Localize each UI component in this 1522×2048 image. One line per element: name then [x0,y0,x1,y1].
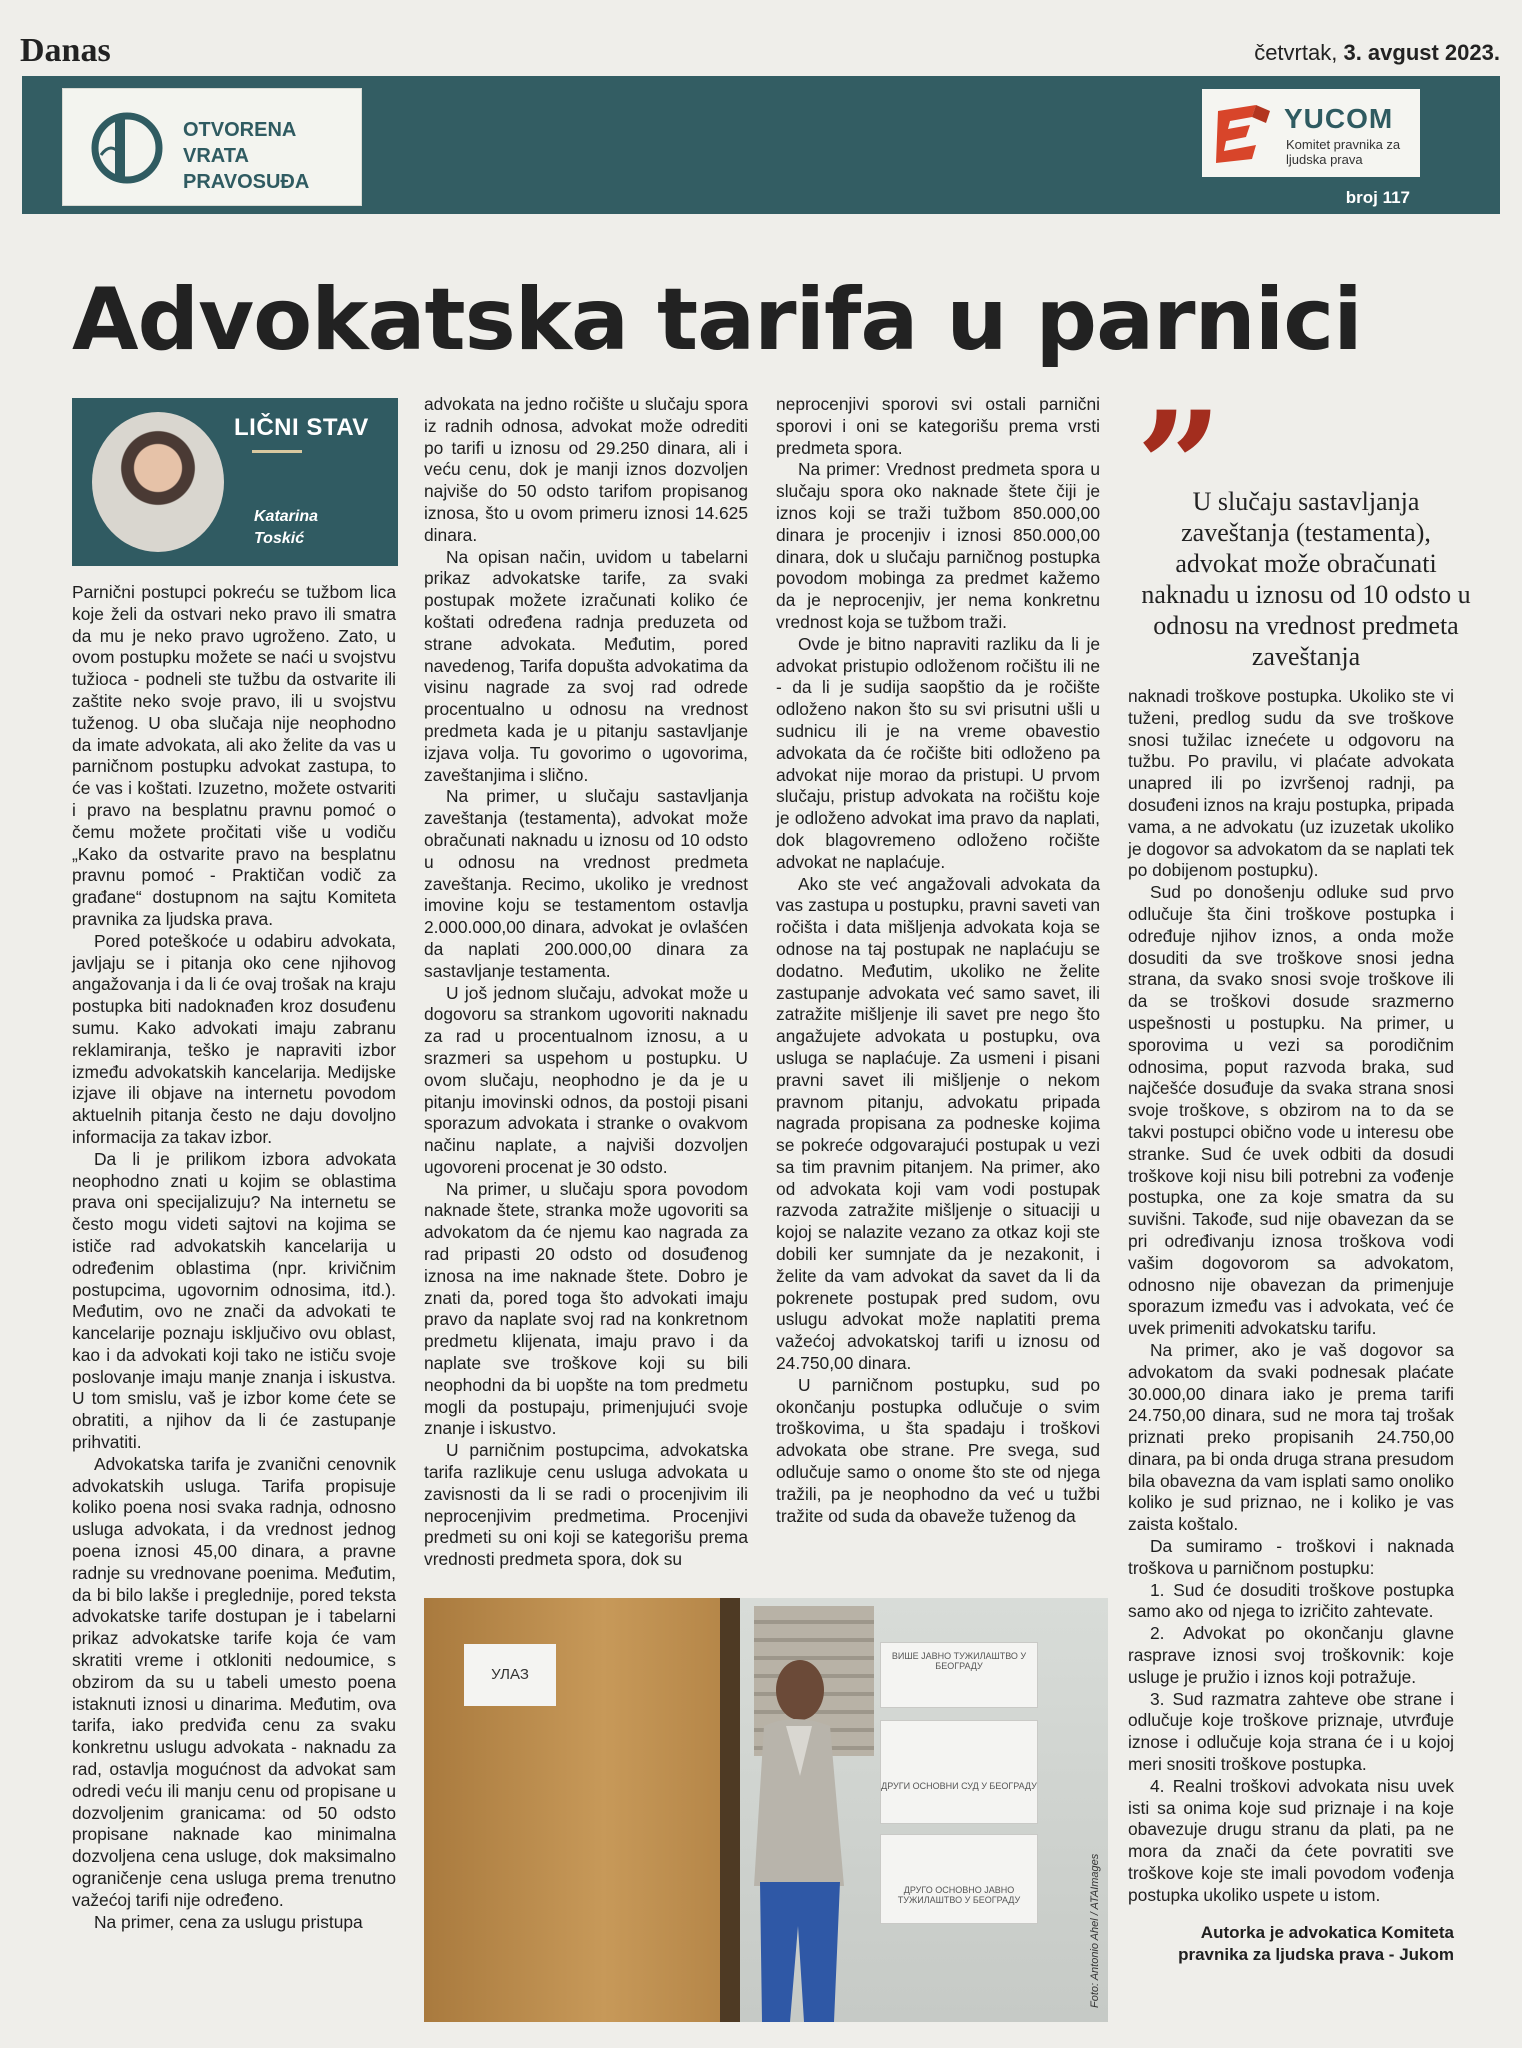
paragraph: Na primer, u slučaju sastavljanja zaveštanja (testamenta), advokat može obračunati naknadu u iznosu od 10 odsto u odnosu na vrednost predmeta zaveštanja. Recimo, ukoliko je vrednost imovine koju se testamentom ostavlja 2.000.000,00 dinara, advokat je ovlašćen da naplati 200.000,00 dinara za sastavljanje testamenta. [424,786,748,981]
summary-item: 3. Sud razmatra zahteve obe strane i odlučuje koje troškove priznaje, utvrđuje iznose i odlučuje koja strana će i u kojoj meri snositi troškove postupka. [1128,1688,1454,1775]
partner-name: YUCOM [1284,103,1394,134]
column-label: LIČNI STAV [234,414,369,441]
author-note: Autorka je advokatica Komiteta pravnika za ljudska prava - Jukom [1178,1923,1454,1964]
summary-item: 2. Advokat po okončanju glavne rasprave iznosi svoj troškovnik: koje usluge je pružio i iznos koji potražuje. [1128,1623,1454,1687]
paragraph: U parničnim postupcima, advokatska tarifa razlikuje cenu usluga advokata u zavisnosti da li se radi o procenjivim ili neprocenjivim predmetima. Procenjivi predmeti su oni koji se kategorišu prema vrednosti predmeta spora, dok su [424,1440,748,1570]
author-name [254,506,318,550]
author-last: Toskić [254,530,305,547]
yucom-logo [1202,89,1420,177]
paragraph: Ako ste već angažovali advokata da vas zastupa u postupku, pravni saveti van ročišta i data mišljenja advokata koja se odnose na taj postupak ne naplaćuju se dodatno. Međutim, ukoliko ne želite zastupanje advokata već samo savet, ili zatražite mišljenje ili savet pre nego što angažujete advokata u postupku, ova usluga se naplaćuje. Za usmeni i pisani pravni savet ili mišljenje o nekom pravnom pitanju, advokatu pripada nagrada propisana za podneske kojima se pokreće odgovarajući postupak u vezi sa tim pravnim pitanjem. Na primer, ako od advokata koji vam vodi postupak razvoda zatražite mišljenje o situaciji u kojoj se nalazite vezano za otkaz koji ste dobili ker sumnjate da je nezakonit, i želite da vam advokat da savet da li da pokrenete postupak pred sudom, ovu uslugu advokat može naplatiti prema važećoj advokatskoj tarifi u iznosu od 24.750,00 dinara. [776,873,1100,1374]
paragraph: Ovde je bitno napraviti razliku da li je advokat pristupio odloženom ročištu ili ne - da li je sudija saopštio da je ročište odloženo nakon što su svi prisutni ušli u sudnicu ili je na vreme obavestio advokata da će ročište biti odloženo pa advokat nije morao da pristupi. U prvom slučaju, pristup advokata na ročištu koje je odloženo advokat ima pravo da naplati, dok blagovremeno odloženo ročište advokat ne naplaćuje. [776,633,1100,872]
section-banner [22,76,1500,214]
paragraph: Parnični postupci pokreću se tužbom lica koje želi da ostvari neko pravo ili smatra da mu je neko pravo ugroženo. Zato, u ovom postupku možete se naći u svojstvu tužioca - podneli ste tužbu da ostvarite ili zaštite neko svoje pravo, ili u svojstvu tuženog. U oba slučaja nije neophodno da imate advokata, ali ako želite da vas u parničnom postupku advokat zastupa, to će vas i koštati. Izuzetno, možete ostvariti i pravo na besplatnu pravnu pomoć o čemu možete pročitati više u vodiču „Kako da ostvarite pravo na besplatnu pravnu pomoć - Praktičan vodič za građane“ dostupnom na sajtu Komiteta pravnika za ljudska prava. [72,582,396,929]
sign-court: ДРУГИ ОСНОВНИ СУД У БЕОГРАДУ [880,1720,1038,1824]
author-first: Katarina [254,508,319,525]
masthead [20,26,1500,69]
summary-item: 4. Realni troškovi advokata nisu uvek isti sa onima koje sud priznaje i na koje obavezuje drugu stranu da plati, pa ne mora da znači da ćete povratiti sve troškove koje ste imali povodom vođenja postupka ukoliko uspete u istom. [1128,1775,1454,1905]
article-column-3 [776,394,1100,1527]
paragraph: Sud po donošenju odluke sud prvo odlučuje šta čini troškove postupka i određuje njihov iznos, a onda može dosuditi da sve troškove snosi jedna strana, da svako snosi svoje troškove ili da se troškovi dosude srazmerno uspešnosti u postupku. Na primer, u sporovima u vezi sa porodičnim odnosima, poput razvoda braka, sud najčešće dosuđuje da svaka strana snosi svoje troškove, s obzirom na to da se takvi postupci obično vode u interesu obe stranke. Sud će uvek odbiti da dosudi troškove koji nisu bili potrebni za vođenje postupka, one za koje smatra da su suvišni. Takođe, sud nije obavezan da se pri određivanju iznosa troškova vodi vašim dogovorom sa advokatom, odnosno nije obavezan da primenjuje sporazum između vas i advokata, već će uvek primeniti advokatsku tarifu. [1128,882,1454,1339]
paragraph: advokata na jedno ročište u slučaju spora iz radnih odnosa, advokat može odrediti po tarifi u iznosu od 29.250 dinara, ali i veću cenu, dok je manji iznos dozvoljen najviše do 50 odsto tarifom propisanog iznosa, što u ovom primeru iznosi 14.625 dinara. [424,394,748,545]
article-headline: Advokatska tarifa u parnici [72,270,1362,370]
person-figure [734,1656,852,2022]
paragraph: Da sumiramo - troškovi i naknada troškova u parničnom postupku: [1128,1536,1454,1578]
sign-prosecution: ВИШЕ ЈАВНО ТУЖИЛАШТВО У БЕОГРАДУ [880,1642,1038,1708]
article-column-1 [72,582,396,1933]
paragraph: naknadi troškove postupka. Ukoliko ste vi tuženi, predlog sudu da sve troškove snosi tužilac iznećete u odgovoru na tužbu. Po pravilu, vi plaćate advokata unapred ili po izvršenoj radnji, pa dosuđeni iznos na kraju postupka, pripada vama, a ne advokatu (uz izuzetak ukoliko je dogovor sa advokatom da se naplati tek po dobijenom postupku). [1128,686,1454,881]
paragraph: neprocenjivi sporovi svi ostali parnični sporovi i oni se kategorišu prema vrsti predmeta spora. [776,394,1100,458]
scales-logo-icon [85,111,169,185]
yucom-logo-icon [1212,101,1276,167]
author-photo [92,412,224,552]
pull-quote: U slučaju sastavljanja zaveštanja (testamenta), advokat može obračunati naknadu u iznosu od 10 odsto u odnosu na vrednost predmeta zaveštanja [1141,487,1471,671]
logo-text [183,117,309,195]
partner-subtitle: Komitet pravnika za ljudska prava [1286,137,1401,167]
sign-basic-prosecution: ДРУГО ОСНОВНО ЈАВНО ТУЖИЛАШТВО У БЕОГРАДУ [880,1834,1038,1924]
logo-line-2: VRATA [183,145,249,167]
summary-item: 1. Sud će dosuditi troškove postupka samo ako od njega to izričito zahtevate. [1128,1579,1454,1622]
article-column-2 [424,394,748,1571]
byline-box [72,398,398,566]
paper-name: Danas [20,32,111,69]
paragraph: Advokatska tarifa je zvanični cenovnik advokatskih usluga. Tarifa propisuje koliko poena nosi svaka radnja, odnosno usluga advokata, i da vrednost jednog poena iznosi 45,00 dinara, a pravne radnje su vrednovane poenima. Međutim, da bi bilo lakše i preglednije, pored teksta advokatske tarife dostupan je i tabelarni prikaz advokatske tarife koja će vam skratiti vreme i otkloniti nedoumice, s obzirom da su u tabeli umesto poena istaknuti iznosi u dinarima. Međutim, ova tarifa, iako predviđa cenu za svaku konkretnu uslugu advokata - naknadu za rad, ostavlja mogućnost da advokat sam odredi veću ili manju cenu od propisane u dozvoljenim granicama: od 50 odsto propisane naknade kao minimalna dozvoljena cena usluge, dok maksimalno ograničenje cena usluga prema trenutno važećoj tarifi nije određeno. [72,1453,396,1910]
quote-mark-icon: ” [1136,379,1223,555]
label-underline [252,450,302,453]
article-photo [424,1598,1108,2022]
paragraph: Pored poteškoće u odabiru advokata, javljaju se i pitanja oko cene njihovog angažovanja i da li će ovaj trošak na kraju postupka biti nadoknađen kroz dosuđenu sumu. Kako advokati imaju zabranu reklamiranja, teško je napraviti izbor između advokatskih kancelarija. Medijske izjave ili objave na internetu povodom aktuelnih pitanja često ne daju dovoljno informacija za takav izbor. [72,930,396,1147]
paragraph: Na primer, cena za uslugu pristupa [94,1911,363,1932]
logo-line-1: OTVORENA [183,119,297,141]
paragraph: U parničnom postupku, sud po okončanju postupka odlučuje o svim troškovima, u šta spadaju i troškovi advokata obe strane. Pre svega, sud odlučuje samo o onome što ste od njega tražili, pa je neophodno da već u tužbi tražite od suda da obaveže tuženog da [776,1374,1100,1526]
paragraph: Na primer: Vrednost predmeta spora u slučaju spora oko naknade štete čiji je iznos koji se traži tužbom 850.000,00 dinara je procenjiv i iznosi 850.000,00 dinara, dok u slučaju parničnog postupka povodom mobinga za predmet kažemo da je neprocenjiv, jer nema konkretnu vrednost koja se tužbom traži. [776,459,1100,632]
issue-date [1254,40,1500,66]
article-column-4 [1128,686,1454,1907]
otvorena-vrata-logo [62,88,362,206]
paragraph: Na primer, ako je vaš dogovor sa advokatom da svaki podnesak plaćate 30.000,00 dinara iako je prema tarifi 24.750,00 dinara, sud ne mora taj trošak priznati preko propisanih 24.750,00 dinara, pa bi onda druga strana presudom bila obavezna da vam isplati samo onoliko koliko je sud priznao, ne i koliko je vas zaista koštalo. [1128,1339,1454,1535]
paragraph: Na primer, u slučaju spora povodom naknade štete, stranka može ugovoriti sa advokatom da će njemu kao nagrada za rad pripasti 20 odsto od dosuđenog iznosa na ime naknade štete. Dobro je znati da, pored toga što advokati imaju pravo da naplate svoj rad na konkretnom predmetu klijenata, imaju pravo i da naplate sve troškove koji su bili neophodni da bi uopšte na tom predmetu mogli da postupaju, primenjujući svoje znanje i iskustvo. [424,1178,748,1439]
photo-credit: Foto: Antonio Ahel / ATAImages [1089,1853,1101,2008]
paragraph: Na opisan način, uvidom u tabelarni prikaz advokatske tarife, za svaki postupak možete izračunati koliko će koštati određena radnja preduzeta od strane advokata. Međutim, pored navedenog, Tarifa dopušta advokatima da visinu nagrade za svoj rad odrede procentualno u odnosu na vrednost predmeta kada je u pitanju sastavljanje izjava volja. Tu govorimo o ugovorima, zaveštanjima i slično. [424,546,748,785]
date-prefix: četvrtak, [1254,40,1338,65]
paragraph: Da li je prilikom izbora advokata neophodno znati u kojim se oblastima prava oni specijalizuju? Na internetu se često mogu videti sajtovi na kojima se ističe rad advokatskih kancelarija u određenim oblastima (npr. krivičnim postupcima, ugovornim odnosima, itd.). Međutim, ovo ne znači da advokati te kancelarije poznaju isključivo ovu oblast, kao i da advokati koji tako ne ističu svoje poslovanje imaju manje znanja i iskustva. U tom smislu, vaš je izbor kome ćete se obratiti, a njihov da li će zastupanje prihvatiti. [72,1148,396,1453]
paragraph: U još jednom slučaju, advokat može u dogovoru sa strankom ugovoriti naknadu za rad u procentualnom iznosu, a u srazmeri sa uspehom u postupku. U ovom slučaju, neophodno je da je u pitanju imovinski odnos, da postoji pisani sporazum advokata i stranke o ovakvom načinu naplate, a najviši dozvoljen ugovoreni procenat je 30 odsto. [424,982,748,1177]
logo-line-3: PRAVOSUĐA [183,171,310,193]
issue-number: broj 117 [1345,188,1410,207]
sign-entrance: УЛАЗ [464,1644,556,1706]
date-bold: 3. avgust 2023. [1343,40,1500,65]
